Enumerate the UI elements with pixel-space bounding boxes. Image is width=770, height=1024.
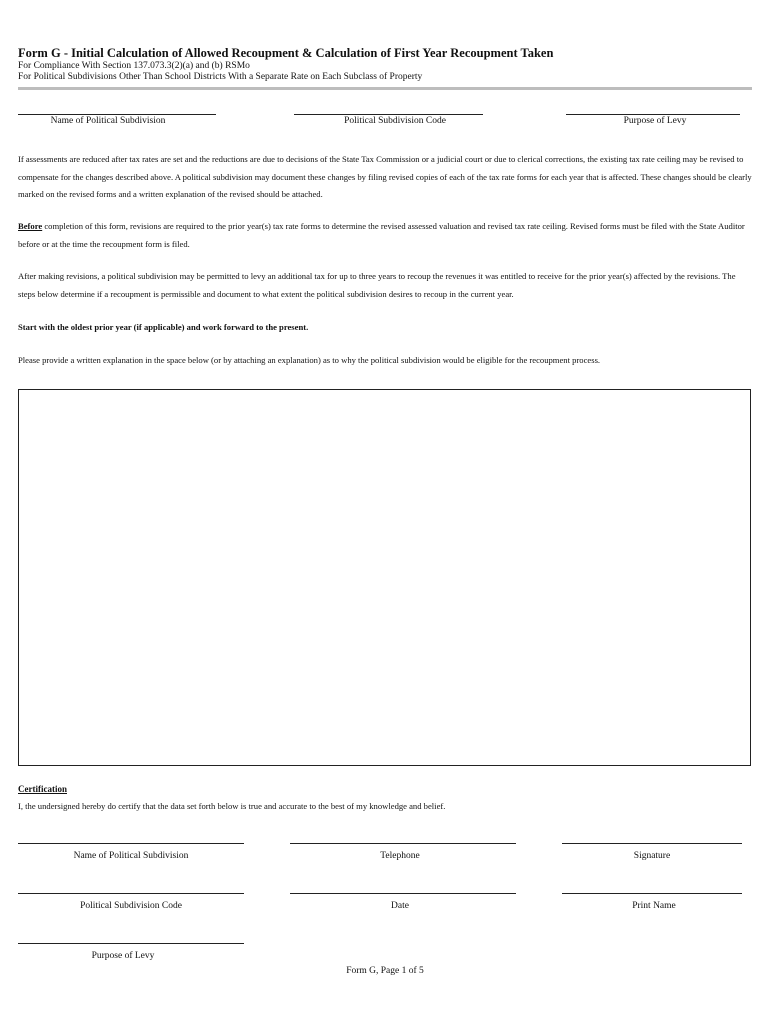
page-footer: Form G, Page 1 of 5	[346, 966, 424, 976]
instructions-paragraph-1: If assessments are reduced after tax rates are set and the reductions are due to decisions of the State Tax Commission or a judicial court or due to clerical corrections, the existing tax rate ceiling may be revised to compensate for the changes described above. A political subdivision may document these changes by filing revised copies of each of the tax rate forms for each year that is affected. These changes should be clearly marked on the revised forms and a written explanation of the revised should be attached.	[18, 154, 752, 199]
name-of-subdivision-field-line[interactable]	[18, 114, 216, 115]
form-subtitle-compliance: For Compliance With Section 137.073.3(2)(a) and (b) RSMo	[18, 61, 250, 71]
certification-statement: I, the undersigned hereby do certify that the data set forth below is true and accurate to the best of my knowledge and belief.	[18, 801, 446, 811]
certification-heading: Certification	[18, 784, 67, 794]
cert-date-label: Date	[391, 901, 409, 911]
instructions-paragraph-2	[18, 218, 752, 253]
cert-telephone-label: Telephone	[380, 851, 420, 861]
purpose-of-levy-field-line[interactable]	[566, 114, 740, 115]
instructions-paragraph-3: After making revisions, a political subdivision may be permitted to levy an additional tax for up to three years to recoup the revenues it was entitled to receive for the prior year(s) affected by the revisions. The steps below determine if a recoupment is permissible and document to what extent the political subdivision desires to recoup in the current year.	[18, 271, 736, 299]
before-emphasis: Before	[18, 221, 43, 231]
purpose-of-levy-label: Purpose of Levy	[623, 116, 687, 126]
subdivision-code-label: Political Subdivision Code	[344, 116, 446, 126]
cert-code-label: Political Subdivision Code	[80, 901, 182, 911]
form-subtitle-scope: For Political Subdivisions Other Than School Districts With a Separate Rate on Each Subclass of Property	[18, 72, 423, 82]
cert-name-label: Name of Political Subdivision	[73, 851, 189, 861]
cert-print-name-label: Print Name	[632, 901, 676, 911]
cert-code-field-line[interactable]	[18, 893, 244, 894]
instructions-start-note: Start with the oldest prior year (if applicable) and work forward to the present.	[18, 322, 309, 332]
cert-name-field-line[interactable]	[18, 843, 244, 844]
subdivision-code-field-line[interactable]	[294, 114, 483, 115]
name-of-subdivision-label: Name of Political Subdivision	[50, 116, 166, 126]
cert-signature-field-line[interactable]	[562, 843, 742, 844]
header-divider	[18, 87, 752, 90]
cert-print-name-field-line[interactable]	[562, 893, 742, 894]
form-title: Form G - Initial Calculation of Allowed Recoupment & Calculation of First Year Recoupment Taken	[18, 46, 554, 60]
instructions-explanation-request: Please provide a written explanation in the space below (or by attaching an explanation) as to why the political subdivision would be eligible for the recoupment process.	[18, 355, 601, 365]
cert-telephone-field-line[interactable]	[290, 843, 516, 844]
cert-signature-label: Signature	[633, 851, 671, 861]
explanation-textarea[interactable]	[18, 389, 751, 766]
cert-purpose-label: Purpose of Levy	[91, 951, 155, 961]
instructions-paragraph-2-text: completion of this form, revisions are required to the prior year(s) tax rate forms to determine the revised assessed valuation and revised tax rate ceiling. Revised forms must be filed with the State Auditor before or at the time the recoupment form is filed.	[18, 221, 745, 249]
cert-date-field-line[interactable]	[290, 893, 516, 894]
cert-purpose-field-line[interactable]	[18, 943, 244, 944]
